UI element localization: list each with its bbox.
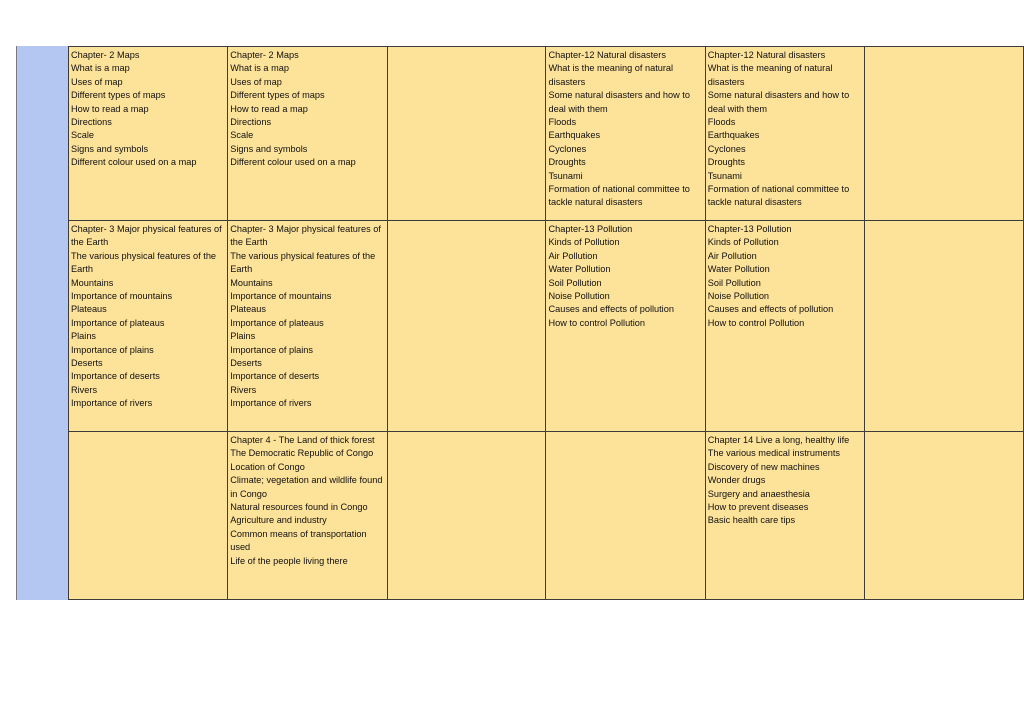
topic-item: Surgery and anaesthesia bbox=[707, 488, 810, 499]
table-row bbox=[69, 47, 1024, 221]
topic-item: How to read a map bbox=[71, 103, 149, 114]
topic-item: Scale bbox=[230, 130, 254, 141]
topic-item: The Democratic Republic of Congo bbox=[230, 448, 374, 459]
topic-item: Soil Pollution bbox=[707, 277, 761, 288]
topic-item: Agriculture and industry bbox=[230, 515, 327, 526]
table-cell[interactable] bbox=[546, 221, 705, 432]
chapter-title: Chapter- 2 Maps bbox=[230, 50, 299, 60]
chapter-title: Chapter- 3 Major physical features of the Earth bbox=[230, 224, 381, 248]
topic-item: Earthquakes bbox=[548, 130, 601, 141]
topic-item: Different colour used on a map bbox=[230, 157, 356, 168]
topic-item: Directions bbox=[71, 117, 112, 128]
table-row bbox=[69, 432, 1024, 600]
table-row bbox=[69, 221, 1024, 432]
chapter-title: Chapter 4 - The Land of thick forest bbox=[230, 435, 375, 445]
topic-item: Importance of plains bbox=[71, 344, 154, 355]
chapter-title: Chapter 14 Live a long, healthy life bbox=[707, 435, 850, 445]
topic-item: Importance of plateaus bbox=[230, 317, 324, 328]
topic-item: Discovery of new machines bbox=[707, 461, 820, 472]
chapter-title: Chapter-12 Natural disasters bbox=[707, 50, 826, 60]
topic-item: Importance of plains bbox=[230, 344, 313, 355]
topic-item: Formation of national committee to tackle natural disasters bbox=[707, 184, 850, 208]
topic-item: Uses of map bbox=[71, 76, 123, 87]
topic-item: Floods bbox=[707, 117, 736, 128]
topic-item: What is a map bbox=[71, 63, 130, 74]
topic-item: How to control Pollution bbox=[548, 317, 645, 328]
table-cell[interactable] bbox=[387, 47, 546, 221]
chapter-title: Chapter- 2 Maps bbox=[71, 50, 140, 60]
table-cell[interactable] bbox=[705, 432, 864, 600]
chapter-title: Chapter-13 Pollution bbox=[548, 224, 633, 234]
topic-item: Cyclones bbox=[707, 143, 746, 154]
topic-item: Deserts bbox=[71, 358, 103, 369]
topic-item: Importance of deserts bbox=[71, 371, 160, 382]
topic-item: How to prevent diseases bbox=[707, 502, 809, 513]
topic-item: Life of the people living there bbox=[230, 555, 348, 566]
topic-item: Rivers bbox=[230, 384, 257, 395]
table-cell[interactable] bbox=[865, 221, 1024, 432]
topic-item: Importance of mountains bbox=[71, 291, 173, 302]
topic-item: Different colour used on a map bbox=[71, 157, 197, 168]
topic-item: Different types of maps bbox=[71, 90, 166, 101]
topic-item: Plateaus bbox=[230, 304, 266, 315]
topic-item: Wonder drugs bbox=[707, 475, 766, 486]
topic-item: Noise Pollution bbox=[548, 291, 610, 302]
topic-item: Importance of deserts bbox=[230, 371, 320, 382]
table-cell[interactable] bbox=[228, 432, 387, 600]
topic-item: The various physical features of the Earth bbox=[71, 250, 217, 275]
topic-item: What is the meaning of natural disasters bbox=[548, 63, 674, 87]
syllabus-table bbox=[68, 46, 1024, 600]
topic-item: What is the meaning of natural disasters bbox=[707, 63, 833, 87]
topic-item: Mountains bbox=[71, 277, 114, 288]
topic-item: Soil Pollution bbox=[548, 277, 602, 288]
topic-item: Noise Pollution bbox=[707, 291, 770, 302]
topic-item: Air Pollution bbox=[548, 250, 598, 261]
table-cell[interactable] bbox=[228, 221, 387, 432]
topic-item: Plateaus bbox=[71, 304, 107, 315]
topic-item: Uses of map bbox=[230, 76, 282, 87]
table-cell[interactable] bbox=[69, 221, 228, 432]
topic-item: Air Pollution bbox=[707, 250, 757, 261]
table-cell[interactable] bbox=[387, 432, 546, 600]
topic-item: Deserts bbox=[230, 358, 262, 369]
topic-item: Importance of plateaus bbox=[71, 317, 165, 328]
chapter-title: Chapter-13 Pollution bbox=[707, 224, 792, 234]
topic-item: Mountains bbox=[230, 277, 273, 288]
topic-item: How to control Pollution bbox=[707, 317, 805, 328]
blue-side-column bbox=[16, 46, 68, 600]
topic-item: Rivers bbox=[71, 384, 98, 395]
topic-item: Climate; vegetation and wildlife found in Congo bbox=[230, 475, 383, 499]
topic-item: Kinds of Pollution bbox=[548, 237, 620, 248]
topic-item: Natural resources found in Congo bbox=[230, 502, 368, 513]
table-cell[interactable] bbox=[387, 221, 546, 432]
topic-item: Location of Congo bbox=[230, 461, 305, 472]
topic-item: Some natural disasters and how to deal with them bbox=[707, 90, 850, 114]
table-cell[interactable] bbox=[69, 47, 228, 221]
topic-item: Water Pollution bbox=[548, 264, 611, 275]
topic-item: Water Pollution bbox=[707, 264, 770, 275]
table-cell[interactable] bbox=[546, 47, 705, 221]
topic-item: Plains bbox=[230, 331, 256, 342]
table-cell[interactable] bbox=[865, 432, 1024, 600]
topic-item: Tsunami bbox=[548, 170, 583, 181]
table-cell[interactable] bbox=[228, 47, 387, 221]
topic-item: Signs and symbols bbox=[71, 143, 149, 154]
topic-item: Signs and symbols bbox=[230, 143, 308, 154]
topic-item: Causes and effects of pollution bbox=[548, 304, 674, 315]
topic-item: How to read a map bbox=[230, 103, 308, 114]
table-cell[interactable] bbox=[705, 221, 864, 432]
topic-item: Causes and effects of pollution bbox=[707, 304, 834, 315]
topic-item: Scale bbox=[71, 130, 94, 141]
chapter-title: Chapter- 3 Major physical features of the Earth bbox=[71, 224, 222, 248]
topic-item: Tsunami bbox=[707, 170, 742, 181]
topic-item: Importance of mountains bbox=[230, 291, 332, 302]
topic-item: Earthquakes bbox=[707, 130, 760, 141]
table-cell[interactable] bbox=[546, 432, 705, 600]
topic-item: Basic health care tips bbox=[707, 515, 796, 526]
table-cell[interactable] bbox=[69, 432, 228, 600]
topic-item: Common means of transportation used bbox=[230, 528, 367, 553]
topic-item: Droughts bbox=[548, 157, 586, 168]
topic-item: Different types of maps bbox=[230, 90, 325, 101]
table-cell[interactable] bbox=[705, 47, 864, 221]
table-cell[interactable] bbox=[865, 47, 1024, 221]
topic-item: What is a map bbox=[230, 63, 289, 74]
topic-item: Droughts bbox=[707, 157, 746, 168]
topic-item: Some natural disasters and how to deal with them bbox=[548, 90, 690, 114]
topic-item: Plains bbox=[71, 331, 97, 342]
topic-item: The various physical features of the Earth bbox=[230, 250, 376, 275]
topic-item: Formation of national committee to tackle natural disasters bbox=[548, 184, 690, 208]
topic-item: Cyclones bbox=[548, 143, 587, 154]
topic-item: Importance of rivers bbox=[71, 398, 153, 409]
topic-item: Importance of rivers bbox=[230, 398, 312, 409]
chapter-title: Chapter-12 Natural disasters bbox=[548, 50, 666, 60]
topic-item: Floods bbox=[548, 117, 577, 128]
topic-item: Directions bbox=[230, 117, 272, 128]
topic-item: The various medical instruments bbox=[707, 448, 840, 459]
topic-item: Kinds of Pollution bbox=[707, 237, 779, 248]
